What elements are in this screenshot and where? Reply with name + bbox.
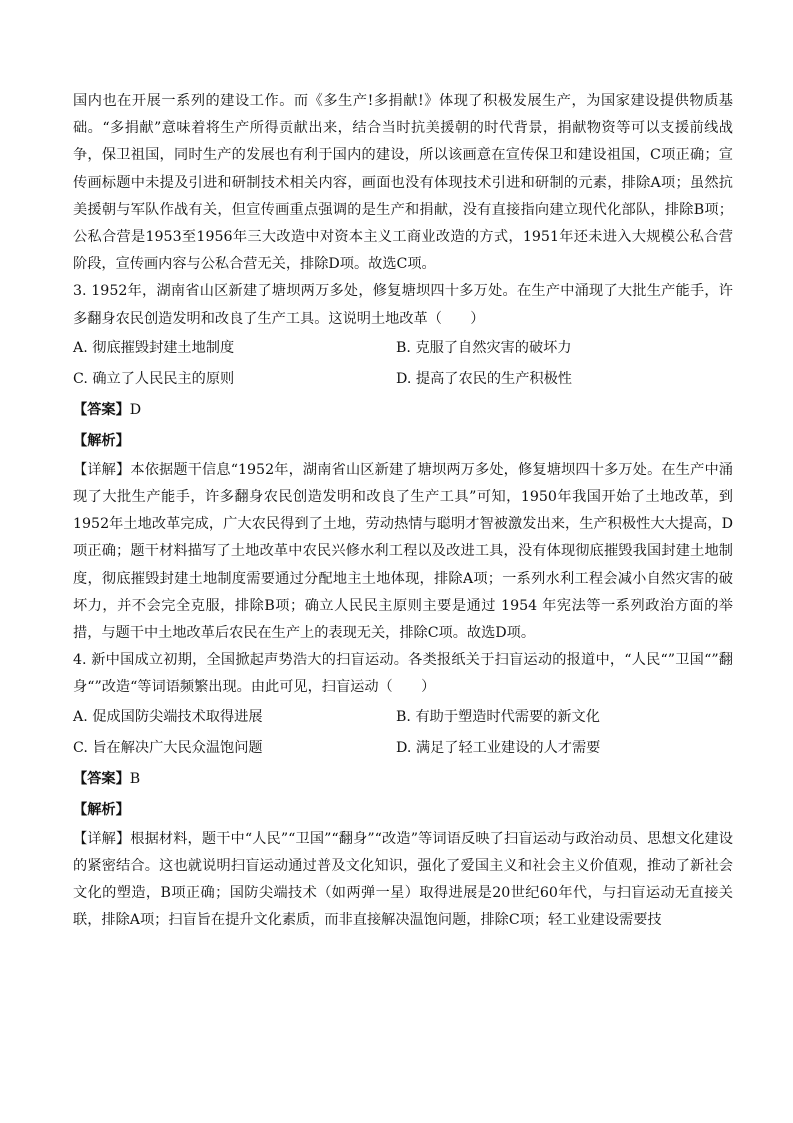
analysis-label: 【解析】 [73, 432, 130, 449]
question-3-option-a: A. 彻底摧毁封建土地制度 [73, 339, 235, 356]
detail-label: 【详解】 [73, 830, 131, 847]
detail-text: 根据材料，题干中“人民”“卫国”“翻身”“改造”等词语反映了扫盲运动与政治动员、思想文化建设的紧密结合。这也就说明扫盲运动通过普及文化知识，强化了爱国主义和社会主义价值观，推动了新社会文化的塑造，B项正确；国防尖端技术（如两弹一星）取得进展是20世纪60年代，与扫盲运动无直接关联，排除A项；扫盲旨在提升文化素质，而非直接解决温饱问题，排除C项；轻工业建设需要技 [73, 830, 733, 929]
question-4-option-c: C. 旨在解决广大民众温饱问题 [73, 739, 263, 756]
answer-value: D [129, 401, 142, 418]
question-3-detail [73, 457, 733, 647]
question-3-stem: 3. 1952年，湖南省山区新建了塘坝两万多处，修复塘坝四十多万处。在生产中涌现了大批生产能手，许多翻身农民创造发明和改良了生产工具。这说明土地改革（ ） [73, 283, 733, 327]
q2-analysis-continuation: 国内也在开展一系列的建设工作。而《多生产!多捐献!》体现了积极发展生产，为国家建设提供物质基础。“多捐献”意味着将生产所得贡献出来，结合当时抗美援朝的时代背景，捐献物资等可以支援前线战争，保卫祖国，同时生产的发展也有利于国内的建设，所以该画意在宣传保卫和建设祖国，C项正确；宣传画标题中未提及引进和研制技术相关内容，画面也没有体现技术引进和研制的元素，排除A项；虽然抗美援朝与军队作战有关，但宣传画重点强调的是生产和捐献，没有直接指向建立现代化部队，排除B项；公私合营是1953至1956年三大改造中对资本主义工商业改造的方式，1951年还未进入大规模公私合营阶段，宣传画内容与公私合营无关，排除D项。故选C项。 [73, 93, 733, 273]
detail-label: 【详解】 [73, 461, 131, 478]
answer-label: 【答案】 [73, 770, 130, 787]
question-3-analysis-label [73, 426, 733, 457]
question-3-answer [73, 395, 733, 426]
question-4-analysis-label [73, 795, 733, 826]
question-4-answer [73, 764, 733, 795]
detail-text: 本依据题干信息“1952年，湖南省山区新建了塘坝两万多处，修复塘坝四十多万处。在生产中涌现了大批生产能手，许多翻身农民创造发明和改良了生产工具”可知，1950年我国开始了土地改革，到1952年土地改革完成，广大农民得到了土地，劳动热情与聪明才智被激发出来，生产积极性大大提高，D项正确；题干材料描写了土地改革中农民兴修水利工程以及改进工具，没有体现彻底摧毁我国封建土地制度，彻底摧毁封建土地制度需要通过分配地主土地体现，排除A项；一系列水利工程会减小自然灾害的破坏力，并不会完全克服，排除B项；确立人民民主原则主要是通过 1954 年宪法等一系列政治方面的举措，与题干中土地改革后农民在生产上的表现无关，排除C项。故选D项。 [73, 461, 733, 642]
analysis-label: 【解析】 [73, 801, 130, 818]
question-4-detail [73, 826, 733, 935]
document-page [73, 88, 733, 934]
question-4-option-b: B. 有助于塑造时代需要的新文化 [396, 708, 600, 725]
question-4-option-a: A. 促成国防尖端技术取得进展 [73, 708, 263, 725]
question-3-option-d: D. 提高了农民的生产积极性 [396, 370, 572, 387]
answer-value: B [129, 770, 141, 787]
question-3-options [73, 333, 733, 395]
answer-label: 【答案】 [73, 401, 130, 418]
question-3-option-c: C. 确立了人民民主的原则 [73, 370, 235, 387]
question-3-option-b: B. 克服了自然灾害的破坏力 [396, 339, 572, 356]
question-4-options [73, 702, 733, 764]
question-4-option-d: D. 满足了轻工业建设的人才需要 [396, 739, 601, 756]
question-4-stem: 4. 新中国成立初期，全国掀起声势浩大的扫盲运动。各类报纸关于扫盲运动的报道中，“人民“”卫国“”翻身“”改造“等词语频繁出现。由此可见，扫盲运动（ ） [73, 652, 733, 696]
